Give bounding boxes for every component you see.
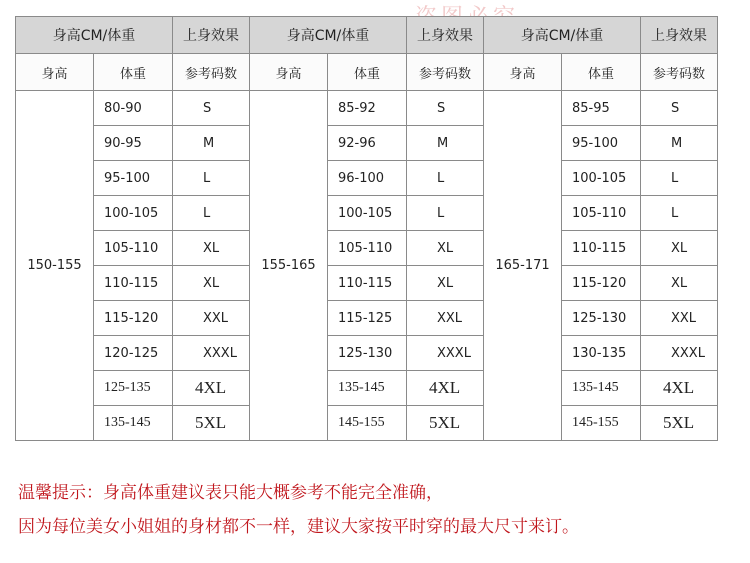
weight-cell: 105-110 xyxy=(328,231,407,266)
size-cell: S xyxy=(641,91,718,126)
weight-cell: 80-90 xyxy=(94,91,173,126)
col-height-header: 身高 xyxy=(16,54,94,91)
weight-cell: 95-100 xyxy=(94,161,173,196)
weight-cell: 135-145 xyxy=(562,371,641,406)
size-cell: XL xyxy=(641,231,718,266)
weight-cell: 85-95 xyxy=(562,91,641,126)
size-cell: XXL xyxy=(407,301,484,336)
weight-cell: 105-110 xyxy=(94,231,173,266)
weight-cell: 92-96 xyxy=(328,126,407,161)
size-cell: XL xyxy=(407,231,484,266)
size-cell: 5XL xyxy=(173,406,250,441)
size-cell: M xyxy=(641,126,718,161)
weight-cell: 100-105 xyxy=(562,161,641,196)
size-cell: L xyxy=(641,161,718,196)
effect-header: 上身效果 xyxy=(173,17,250,54)
weight-cell: 125-130 xyxy=(328,336,407,371)
group-header: 身高CM/体重 xyxy=(250,17,407,54)
size-cell: L xyxy=(641,196,718,231)
size-cell: 4XL xyxy=(173,371,250,406)
weight-cell: 120-125 xyxy=(94,336,173,371)
col-height-header: 身高 xyxy=(484,54,562,91)
table-row xyxy=(16,91,718,126)
table-row xyxy=(16,406,718,441)
notice xyxy=(18,476,579,544)
weight-cell: 135-145 xyxy=(94,406,173,441)
weight-cell: 90-95 xyxy=(94,126,173,161)
table-row xyxy=(16,371,718,406)
weight-cell: 115-120 xyxy=(94,301,173,336)
size-cell: M xyxy=(407,126,484,161)
weight-cell: 115-125 xyxy=(328,301,407,336)
size-cell: XXL xyxy=(641,301,718,336)
table-row xyxy=(16,126,718,161)
size-cell: XL xyxy=(173,266,250,301)
group-header: 身高CM/体重 xyxy=(16,17,173,54)
size-cell: XL xyxy=(173,231,250,266)
col-weight-header: 体重 xyxy=(328,54,407,91)
col-weight-header: 体重 xyxy=(94,54,173,91)
height-range-cell: 150-155 xyxy=(16,91,94,441)
weight-cell: 95-100 xyxy=(562,126,641,161)
size-cell: XXXL xyxy=(407,336,484,371)
table-row xyxy=(16,336,718,371)
size-cell: XXXL xyxy=(173,336,250,371)
size-cell: 5XL xyxy=(641,406,718,441)
size-cell: L xyxy=(407,196,484,231)
size-cell: S xyxy=(173,91,250,126)
size-cell: M xyxy=(173,126,250,161)
size-cell: S xyxy=(407,91,484,126)
weight-cell: 110-115 xyxy=(562,231,641,266)
effect-header: 上身效果 xyxy=(407,17,484,54)
weight-cell: 125-135 xyxy=(94,371,173,406)
weight-cell: 145-155 xyxy=(328,406,407,441)
group-header: 身高CM/体重 xyxy=(484,17,641,54)
size-cell: 4XL xyxy=(641,371,718,406)
size-cell: 4XL xyxy=(407,371,484,406)
weight-cell: 145-155 xyxy=(562,406,641,441)
col-size-header: 参考码数 xyxy=(407,54,484,91)
effect-header: 上身效果 xyxy=(641,17,718,54)
size-cell: XXXL xyxy=(641,336,718,371)
col-size-header: 参考码数 xyxy=(641,54,718,91)
weight-cell: 100-105 xyxy=(94,196,173,231)
size-cell: 5XL xyxy=(407,406,484,441)
table-row xyxy=(16,196,718,231)
notice-line-2: 因为每位美女小姐姐的身材都不一样，建议大家按平时穿的最大尺寸来订。 xyxy=(18,517,579,537)
size-cell: L xyxy=(173,196,250,231)
weight-cell: 96-100 xyxy=(328,161,407,196)
size-cell: XXL xyxy=(173,301,250,336)
weight-cell: 125-130 xyxy=(562,301,641,336)
weight-cell: 110-115 xyxy=(94,266,173,301)
col-height-header: 身高 xyxy=(250,54,328,91)
height-range-cell: 165-171 xyxy=(484,91,562,441)
weight-cell: 85-92 xyxy=(328,91,407,126)
col-size-header: 参考码数 xyxy=(173,54,250,91)
size-cell: L xyxy=(407,161,484,196)
weight-cell: 130-135 xyxy=(562,336,641,371)
table-row xyxy=(16,161,718,196)
table-row xyxy=(16,266,718,301)
size-cell: L xyxy=(173,161,250,196)
table-row xyxy=(16,301,718,336)
weight-cell: 115-120 xyxy=(562,266,641,301)
size-cell: XL xyxy=(407,266,484,301)
table-header-row xyxy=(16,17,718,54)
weight-cell: 110-115 xyxy=(328,266,407,301)
size-table xyxy=(15,16,718,441)
weight-cell: 100-105 xyxy=(328,196,407,231)
table-subheader-row xyxy=(16,54,718,91)
height-range-cell: 155-165 xyxy=(250,91,328,441)
weight-cell: 135-145 xyxy=(328,371,407,406)
size-cell: XL xyxy=(641,266,718,301)
notice-line-1: 温馨提示：身高体重建议表只能大概参考不能完全准确， xyxy=(18,483,443,503)
table-row xyxy=(16,231,718,266)
col-weight-header: 体重 xyxy=(562,54,641,91)
weight-cell: 105-110 xyxy=(562,196,641,231)
